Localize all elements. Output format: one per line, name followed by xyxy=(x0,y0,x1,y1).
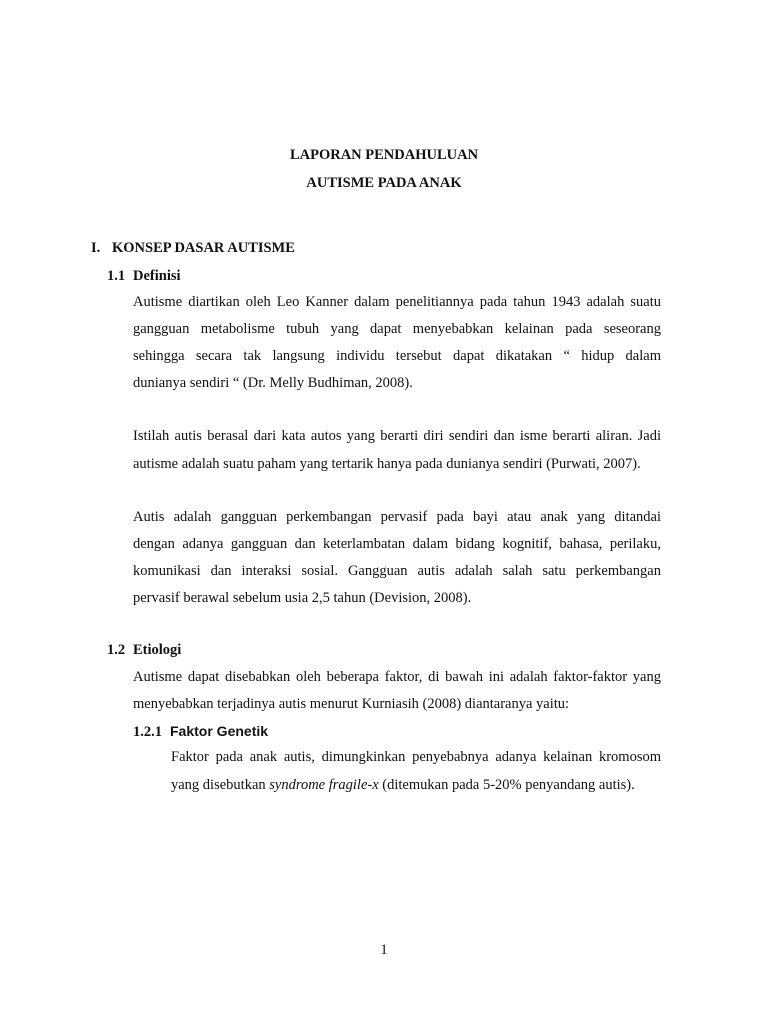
paragraph-line: Istilah autis berasal dari kata autos yang berarti diri sendiri dan isme berarti aliran. Jadi xyxy=(133,428,661,444)
section-1-title: KONSEP DASAR AUTISME xyxy=(112,240,295,256)
subsection-1-2-1-number: 1.2.1 xyxy=(133,724,162,740)
subsection-1-2-1-heading xyxy=(133,723,268,741)
subsection-1-2-title: Etiologi xyxy=(133,642,182,658)
paragraph-line: autisme adalah suatu paham yang tertarik hanya pada dunianya sendiri (Purwati, 2007). xyxy=(133,456,641,472)
subsection-1-1-number: 1.1 xyxy=(107,268,126,284)
document-title-line-2: AUTISME PADA ANAK xyxy=(306,175,462,191)
subsection-1-1-title: Definisi xyxy=(133,268,181,284)
paragraph-line: Autisme diartikan oleh Leo Kanner dalam penelitiannya pada tahun 1943 adalah suatu xyxy=(133,294,661,310)
section-1-heading xyxy=(91,240,295,257)
section-1-number: I. xyxy=(91,240,101,256)
document-title-line-1: LAPORAN PENDAHULUAN xyxy=(289,147,479,163)
subsection-1-2-number: 1.2 xyxy=(107,642,126,658)
subsection-1-2-1-title: Faktor Genetik xyxy=(170,723,269,739)
subsection-1-1-heading xyxy=(107,268,181,285)
text-segment: yang disebutkan xyxy=(171,777,270,793)
paragraph-line: menyebabkan terjadinya autis menurut Kurniasih (2008) diantaranya yaitu: xyxy=(133,696,570,712)
paragraph-line: dengan adanya gangguan dan keterlambatan dalam bidang kognitif, bahasa, perilaku, xyxy=(133,536,661,552)
page-number: 1 xyxy=(380,942,388,958)
paragraph-line: Faktor pada anak autis, dimungkinkan penyebabnya adanya kelainan kromosom xyxy=(171,749,661,765)
paragraph-line xyxy=(171,777,661,794)
text-segment: (ditemukan pada 5-20% penyandang autis). xyxy=(378,777,635,793)
paragraph-line: dunianya sendiri “ (Dr. Melly Budhiman, 2008). xyxy=(133,375,413,391)
italic-term: syndrome fragile-x xyxy=(269,777,379,793)
paragraph-line: pervasif berawal sebelum usia 2,5 tahun (Devision, 2008). xyxy=(133,590,472,606)
paragraph-line: Autis adalah gangguan perkembangan pervasif pada bayi atau anak yang ditandai xyxy=(133,509,661,525)
paragraph-line: sehingga secara tak langsung individu tersebut dapat dikatakan “ hidup dalam xyxy=(133,348,661,364)
paragraph-line: Autisme dapat disebabkan oleh beberapa faktor, di bawah ini adalah faktor-faktor yang xyxy=(133,669,661,685)
paragraph-line: komunikasi dan interaksi sosial. Gangguan autis adalah salah satu perkembangan xyxy=(133,563,661,579)
subsection-1-2-heading xyxy=(107,642,181,659)
paragraph-line: gangguan metabolisme tubuh yang dapat menyebabkan kelainan pada seseorang xyxy=(133,321,661,337)
